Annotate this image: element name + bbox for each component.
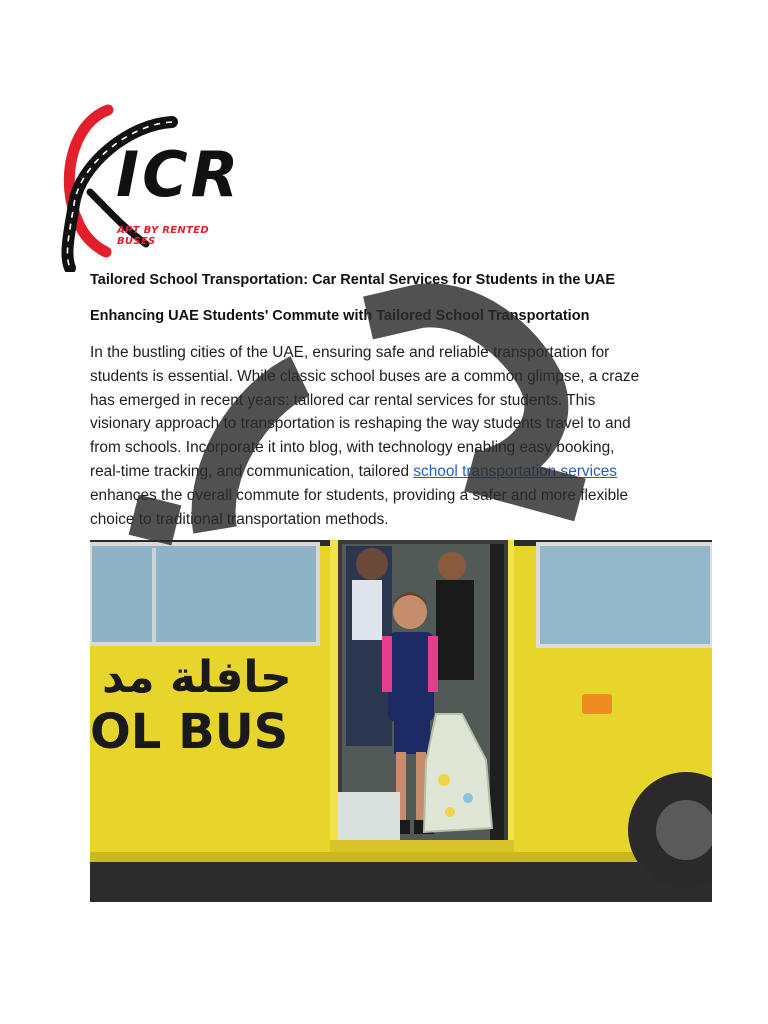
paragraph-line-text: real-time tracking, and communication, tailored — [90, 462, 414, 480]
paragraph-line: students is essential. While classic school buses are a common glimpse, a craze — [90, 367, 640, 385]
paragraph-line: visionary approach to transportation is reshaping the way students travel to and — [90, 415, 631, 433]
article-subtitle: Enhancing UAE Students' Commute with Tailored School Transportation — [90, 308, 590, 324]
bus-arabic-text: حافلة مد — [102, 652, 292, 703]
paragraph-line: from schools. Incorporate it into blog, with technology enabling easy booking, — [90, 439, 615, 457]
paragraph-line: has emerged in recent years: tailored car rental services for students. This — [90, 391, 596, 409]
paragraph-line — [90, 460, 690, 484]
article-title: Tailored School Transportation: Car Rental Services for Students in the UAE — [90, 272, 616, 288]
company-logo — [60, 104, 242, 272]
school-transportation-link[interactable]: school transportation services — [413, 462, 617, 480]
article-paragraph — [90, 341, 690, 531]
school-bus-photo — [90, 540, 712, 902]
logo-tagline: APT BY RENTED BUSES — [117, 225, 209, 247]
paragraph-line: enhances the overall commute for students, providing a safer and more flexible — [90, 486, 629, 504]
paragraph-line: In the bustling cities of the UAE, ensuring safe and reliable transportation for — [90, 344, 610, 361]
logo-wordmark: ICR — [116, 138, 242, 211]
bus-english-text: OL BUS — [90, 704, 289, 760]
paragraph-line: choice to traditional transportation methods. — [90, 510, 389, 528]
